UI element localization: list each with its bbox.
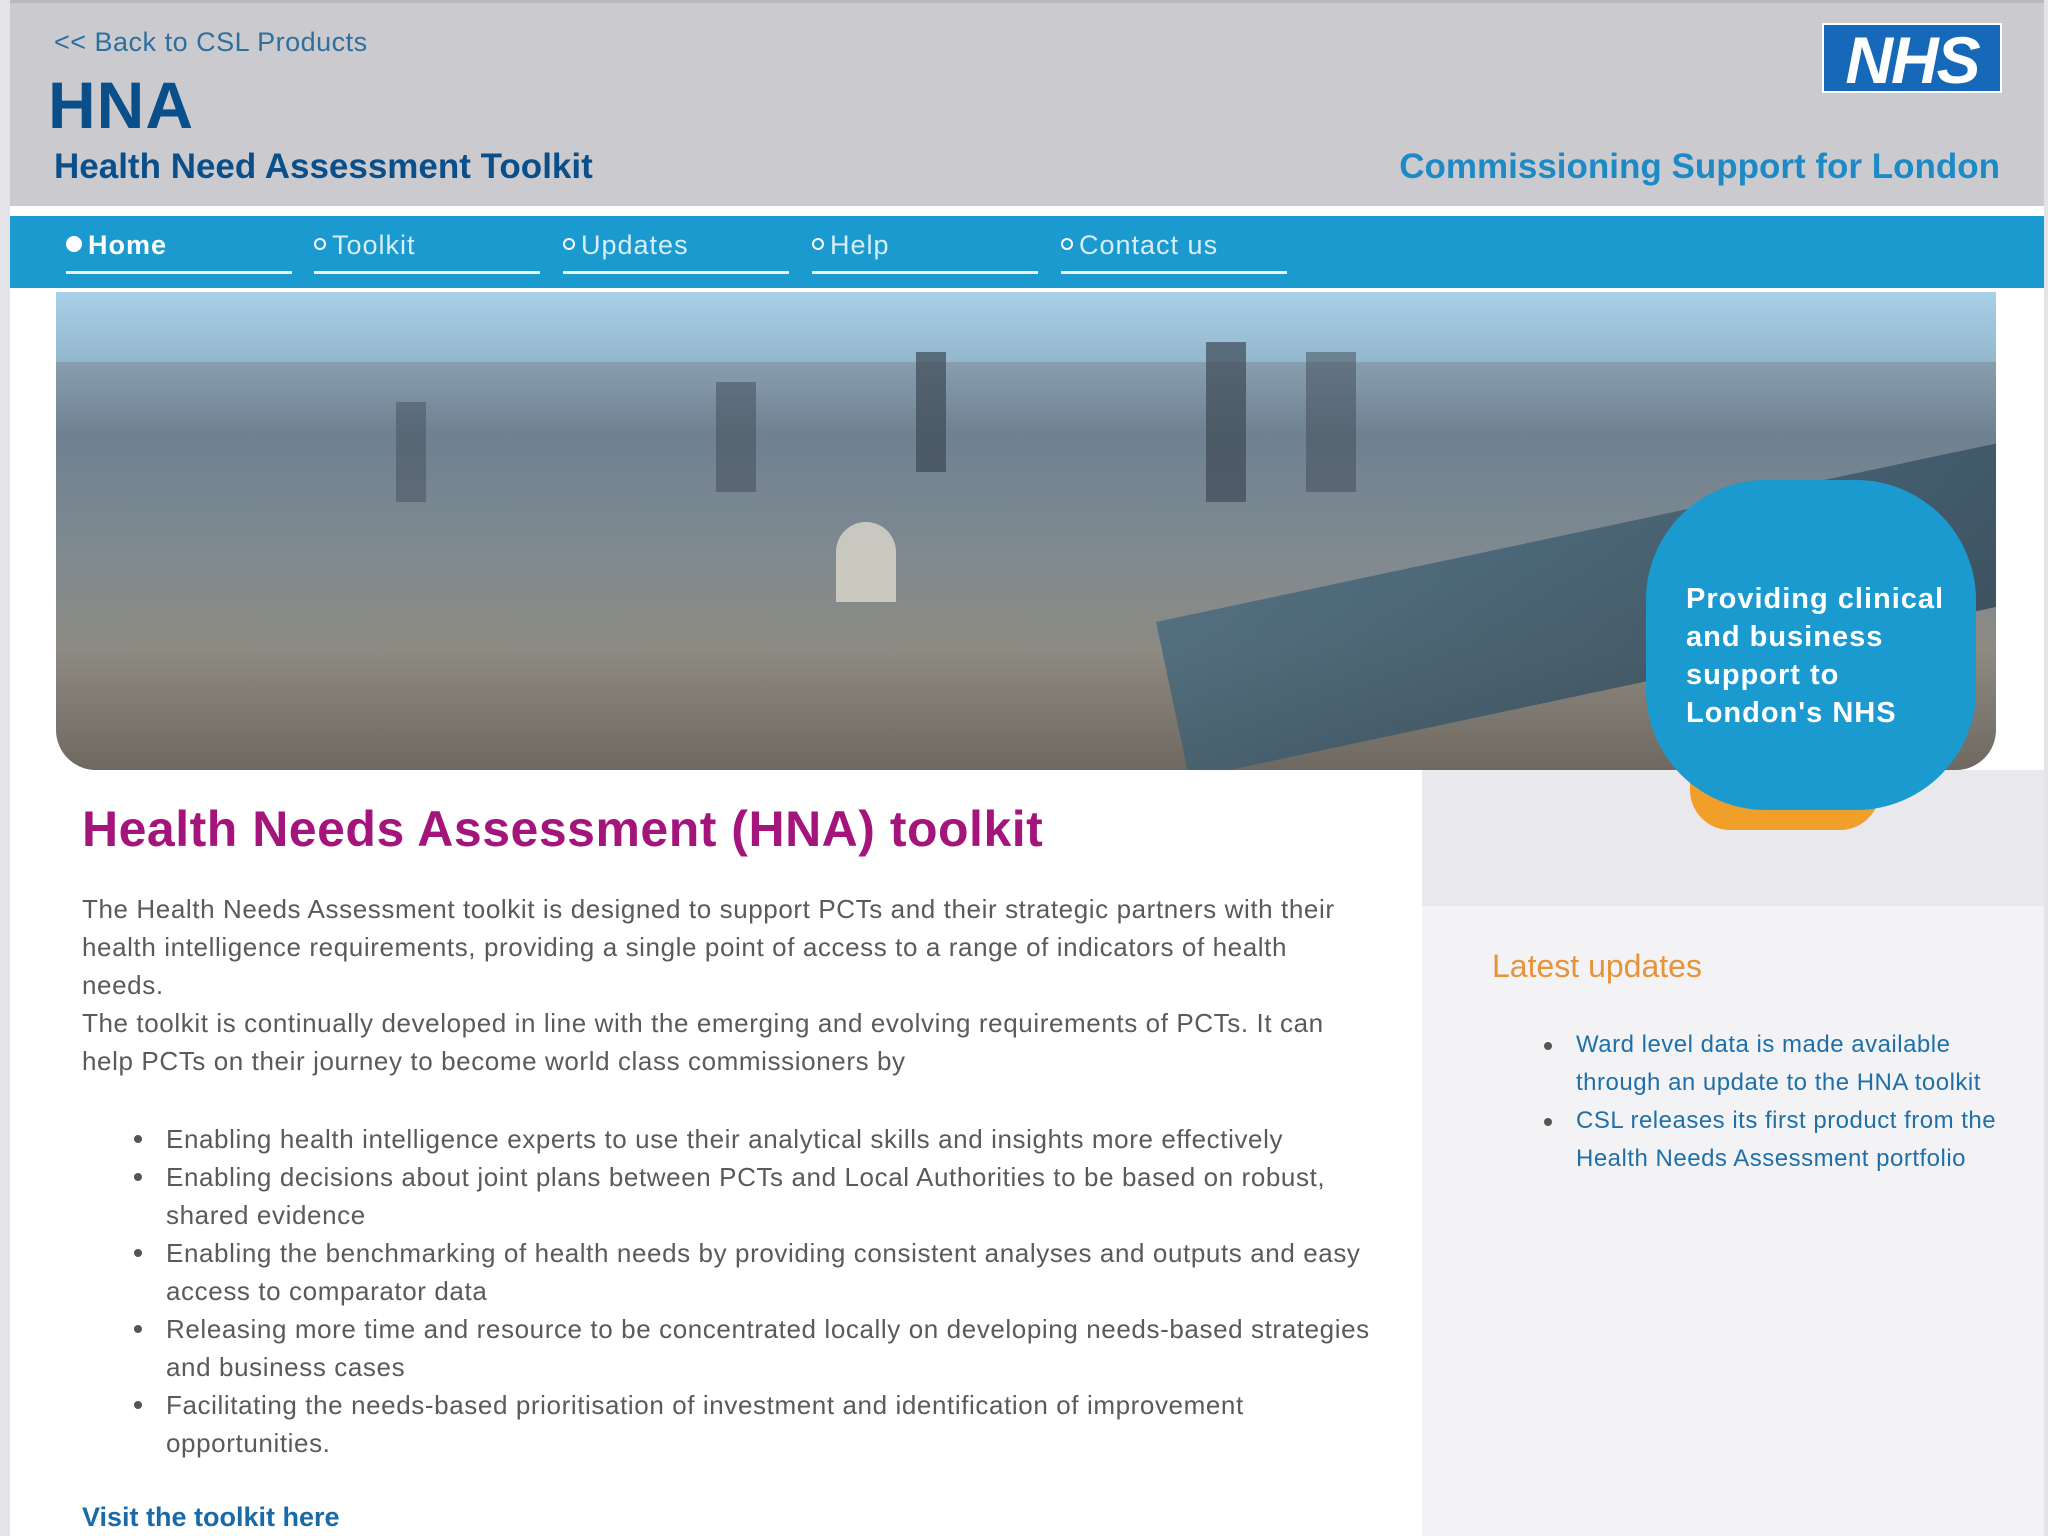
list-item-text: Facilitating the needs-based prioritisation of investment and identification of improvement opportunities. [166,1390,1244,1458]
list-item [130,1158,1370,1234]
badge-text: Providing clinical and business support to London's NHS [1686,583,1945,729]
app-subtitle: Health Need Assessment Toolkit [54,147,593,186]
page-title: Health Needs Assessment (HNA) toolkit [82,801,1044,857]
page-frame [10,0,2044,1536]
site-header [10,0,2044,206]
nav-item-help[interactable] [812,230,1038,274]
app-title: HNA [48,68,194,142]
building-shape [716,382,756,492]
list-item [130,1234,1370,1310]
main-nav [10,216,2044,288]
bullet-icon [563,238,575,250]
bullet-icon [1061,238,1073,250]
update-item[interactable] [1544,1026,2004,1102]
update-item-text[interactable]: Ward level data is made available through an update to the HNA toolkit [1576,1031,1981,1096]
bullet-icon [1544,1042,1552,1050]
org-name: Commissioning Support for London [1399,147,2000,186]
bullet-icon [134,1401,142,1409]
list-item-text: Releasing more time and resource to be concentrated locally on developing needs-based strategies and business cases [166,1314,1370,1382]
nav-item-label: Toolkit [332,230,416,260]
bullet-icon [1544,1118,1552,1126]
updates-list [1544,1026,2004,1178]
hero-sky [56,292,1996,362]
visit-toolkit-link[interactable]: Visit the toolkit here [82,1502,340,1532]
building-shape [396,402,426,502]
bullet-icon [134,1135,142,1143]
list-item-text: Enabling the benchmarking of health needs by providing consistent analyses and outputs and easy access to comparator data [166,1238,1361,1306]
nav-item-updates[interactable] [563,230,789,274]
list-item-text: Enabling health intelligence experts to use their analytical skills and insights more effectively [166,1124,1284,1154]
description-paragraph: The toolkit is continually developed in line with the emerging and evolving requirements of PCTs. It can help PCTs on their journey to become world class commissioners by [82,1008,1324,1076]
bullet-icon [66,236,82,252]
nav-item-label: Help [830,230,890,260]
back-to-products-link[interactable]: << Back to CSL Products [54,27,368,57]
list-item-text: Enabling decisions about joint plans between PCTs and Local Authorities to be based on robust, shared evidence [166,1162,1326,1230]
bullet-icon [134,1325,142,1333]
update-item-text[interactable]: CSL releases its first product from the Health Needs Assessment portfolio [1576,1107,1997,1172]
tagline-badge [1646,480,1976,810]
cathedral-dome-shape [836,522,896,602]
building-shape [1306,352,1356,492]
nav-item-label: Home [88,230,168,260]
list-item [130,1310,1370,1386]
update-item[interactable] [1544,1102,2004,1178]
list-item [130,1386,1370,1462]
benefits-list [130,1120,1370,1462]
nav-item-home[interactable] [66,230,292,274]
nav-item-label: Contact us [1079,230,1219,260]
list-item [130,1120,1370,1158]
nav-item-toolkit[interactable] [314,230,540,274]
nhs-logo: NHS [1822,23,2002,93]
building-shape [1206,342,1246,502]
nav-item-label: Updates [581,230,689,260]
nav-item-contact[interactable] [1061,230,1287,274]
bullet-icon [134,1173,142,1181]
building-shape [916,352,946,472]
intro-paragraph: The Health Needs Assessment toolkit is designed to support PCTs and their strategic partners with their health intelligence requirements, providing a single point of access to a range of indicators of health needs. [82,894,1335,1000]
bullet-icon [134,1249,142,1257]
bullet-icon [314,238,326,250]
bullet-icon [812,238,824,250]
latest-updates-heading: Latest updates [1492,948,1702,984]
